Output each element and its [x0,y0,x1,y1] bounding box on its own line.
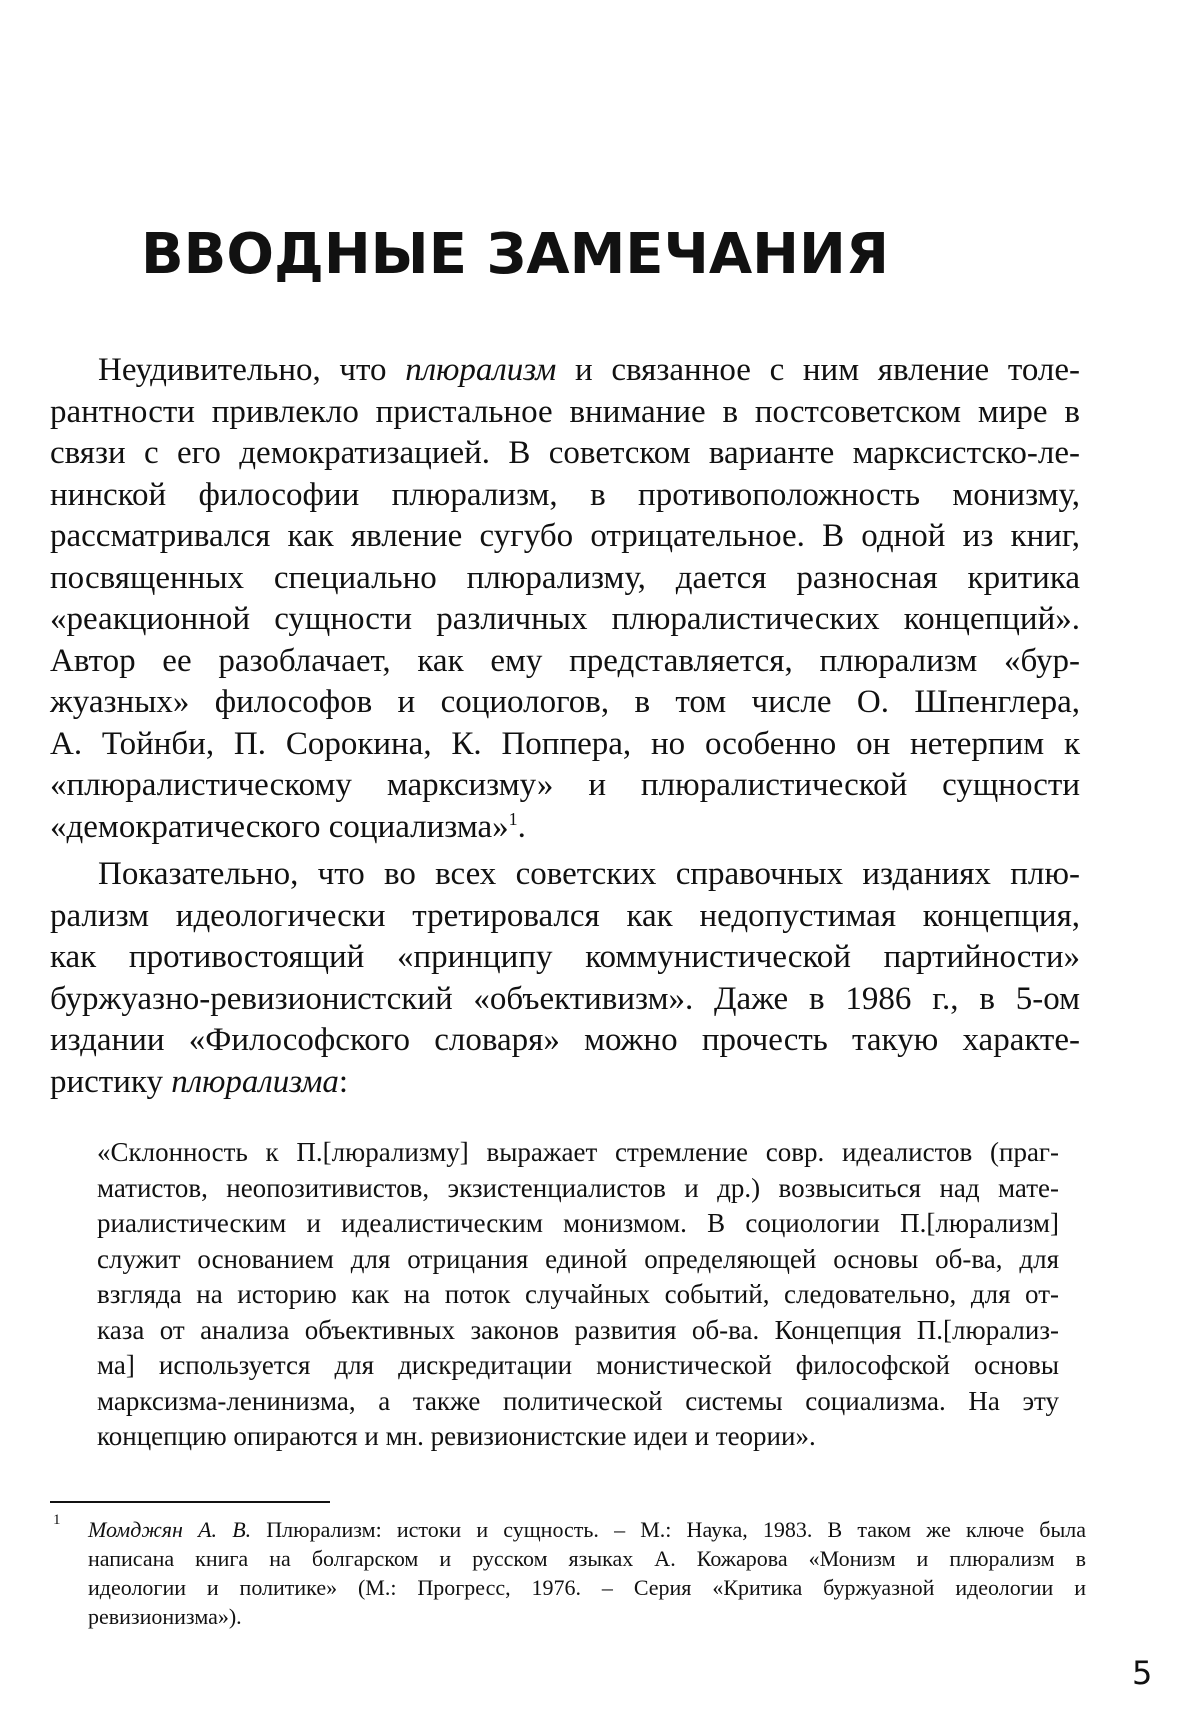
footnote [88,1515,1086,1631]
footnote-reference[interactable]: 1 [508,808,518,829]
paragraph-2 [50,854,1080,1103]
text-line: жуазных» философов и социологов, в том числе О. Шпенглера, [50,684,1080,720]
text-line: рализм идеологически третировался как недопустимая концепция, [50,897,1080,934]
footnote-separator [50,1501,330,1503]
quote-line: ма] используется для дискредитации монистической философской основы [97,1350,1059,1380]
text-line: А. Тойнби, П. Сорокина, К. Поппера, но особенно он нетерпим к [50,725,1080,762]
text-line: нинской философии плюрализм, в противоположность монизму, [50,476,1080,513]
chapter-title: ВВОДНЫЕ ЗАМЕЧАНИЯ [140,222,890,287]
text-line: издании «Философского словаря» можно прочесть такую характе- [50,1022,1080,1058]
text-line: «плюралистическому марксизму» и плюралистической сущности [50,767,1080,803]
text-line: посвященных специально плюрализму, дается разносная критика [50,559,1080,596]
footnote-line: идеологии и политике» (М.: Прогресс, 1976. – Серия «Критика буржуазной идеологии и [88,1575,1086,1600]
text-run: «демократического социализма» [50,808,509,845]
text-line: рантности привлекло пристальное внимание в постсоветском мире в [50,393,1080,430]
quote-line: «Склонность к П.[люрализму] выражает стремление совр. идеалистов (праг- [97,1137,1059,1167]
quote-line: риалистическим и идеалистическим монизмом. В социологии П.[люрализм] [97,1208,1059,1238]
main-text [50,350,1080,1103]
footnote-line [88,1515,1086,1544]
text-run: Плюрализм: истоки и сущность. – М.: Наука, 1983. В таком же ключе была [251,1517,1086,1542]
footnote-author: Момджян А. В. [88,1517,252,1542]
page-number: 5 [1132,1654,1153,1692]
text-run: : [338,1063,349,1100]
text-line [50,1062,1080,1104]
text-run: ристику [50,1063,172,1100]
text-run: Неудивительно, что [98,352,406,388]
emphasis-term: плюрализма [171,1063,339,1100]
text-line [50,807,1080,849]
text-run: и связанное с ним явление толе- [556,352,1080,388]
quote-line: каза от анализа объективных законов развития об-ва. Концепция П.[люрализ- [97,1314,1059,1345]
block-quote [97,1135,1059,1455]
text-line: связи с его демократизацией. В советском варианте марксистско-ле- [50,435,1080,471]
quote-line: взгляда на историю как на поток случайных событий, следовательно, для от- [97,1279,1059,1309]
quote-line: матистов, неопозитивистов, экзистенциалистов и др.) возвыситься над мате- [97,1172,1059,1203]
text-line: Автор ее разоблачает, как ему представляется, плюрализм «бур- [50,642,1080,679]
quote-line: марксизма-ленинизма, а также политической системы социализма. На эту [97,1385,1059,1416]
text-line: как противостоящий «принципу коммунистической партийности» [50,939,1080,975]
footnote-line: написана книга на болгарском и русском языках А. Кожарова «Монизм и плюрализм в [88,1546,1086,1571]
text-line: буржуазно-ревизионистский «объективизм». Даже в 1986 г., в 5-ом [50,980,1080,1017]
quote-line: концепцию опираются и мн. ревизионистские идеи и теории». [97,1421,816,1451]
text-line: рассматривался как явление сугубо отрицательное. В одной из книг, [50,518,1080,554]
paragraph-1 [50,350,1080,848]
footnote-marker: 1 [53,1512,61,1528]
text-line: Показательно, что во всех советских справочных изданиях плю- [98,856,1080,892]
footnote-line: ревизионизма»). [88,1604,242,1629]
text-run: . [517,808,526,845]
quote-line: служит основанием для отрицания единой определяющей основы об-ва, для [97,1243,1059,1274]
emphasis-term: плюрализм [405,352,557,388]
text-line: «реакционной сущности различных плюралистических концепций». [50,601,1080,637]
text-line [50,350,1080,392]
